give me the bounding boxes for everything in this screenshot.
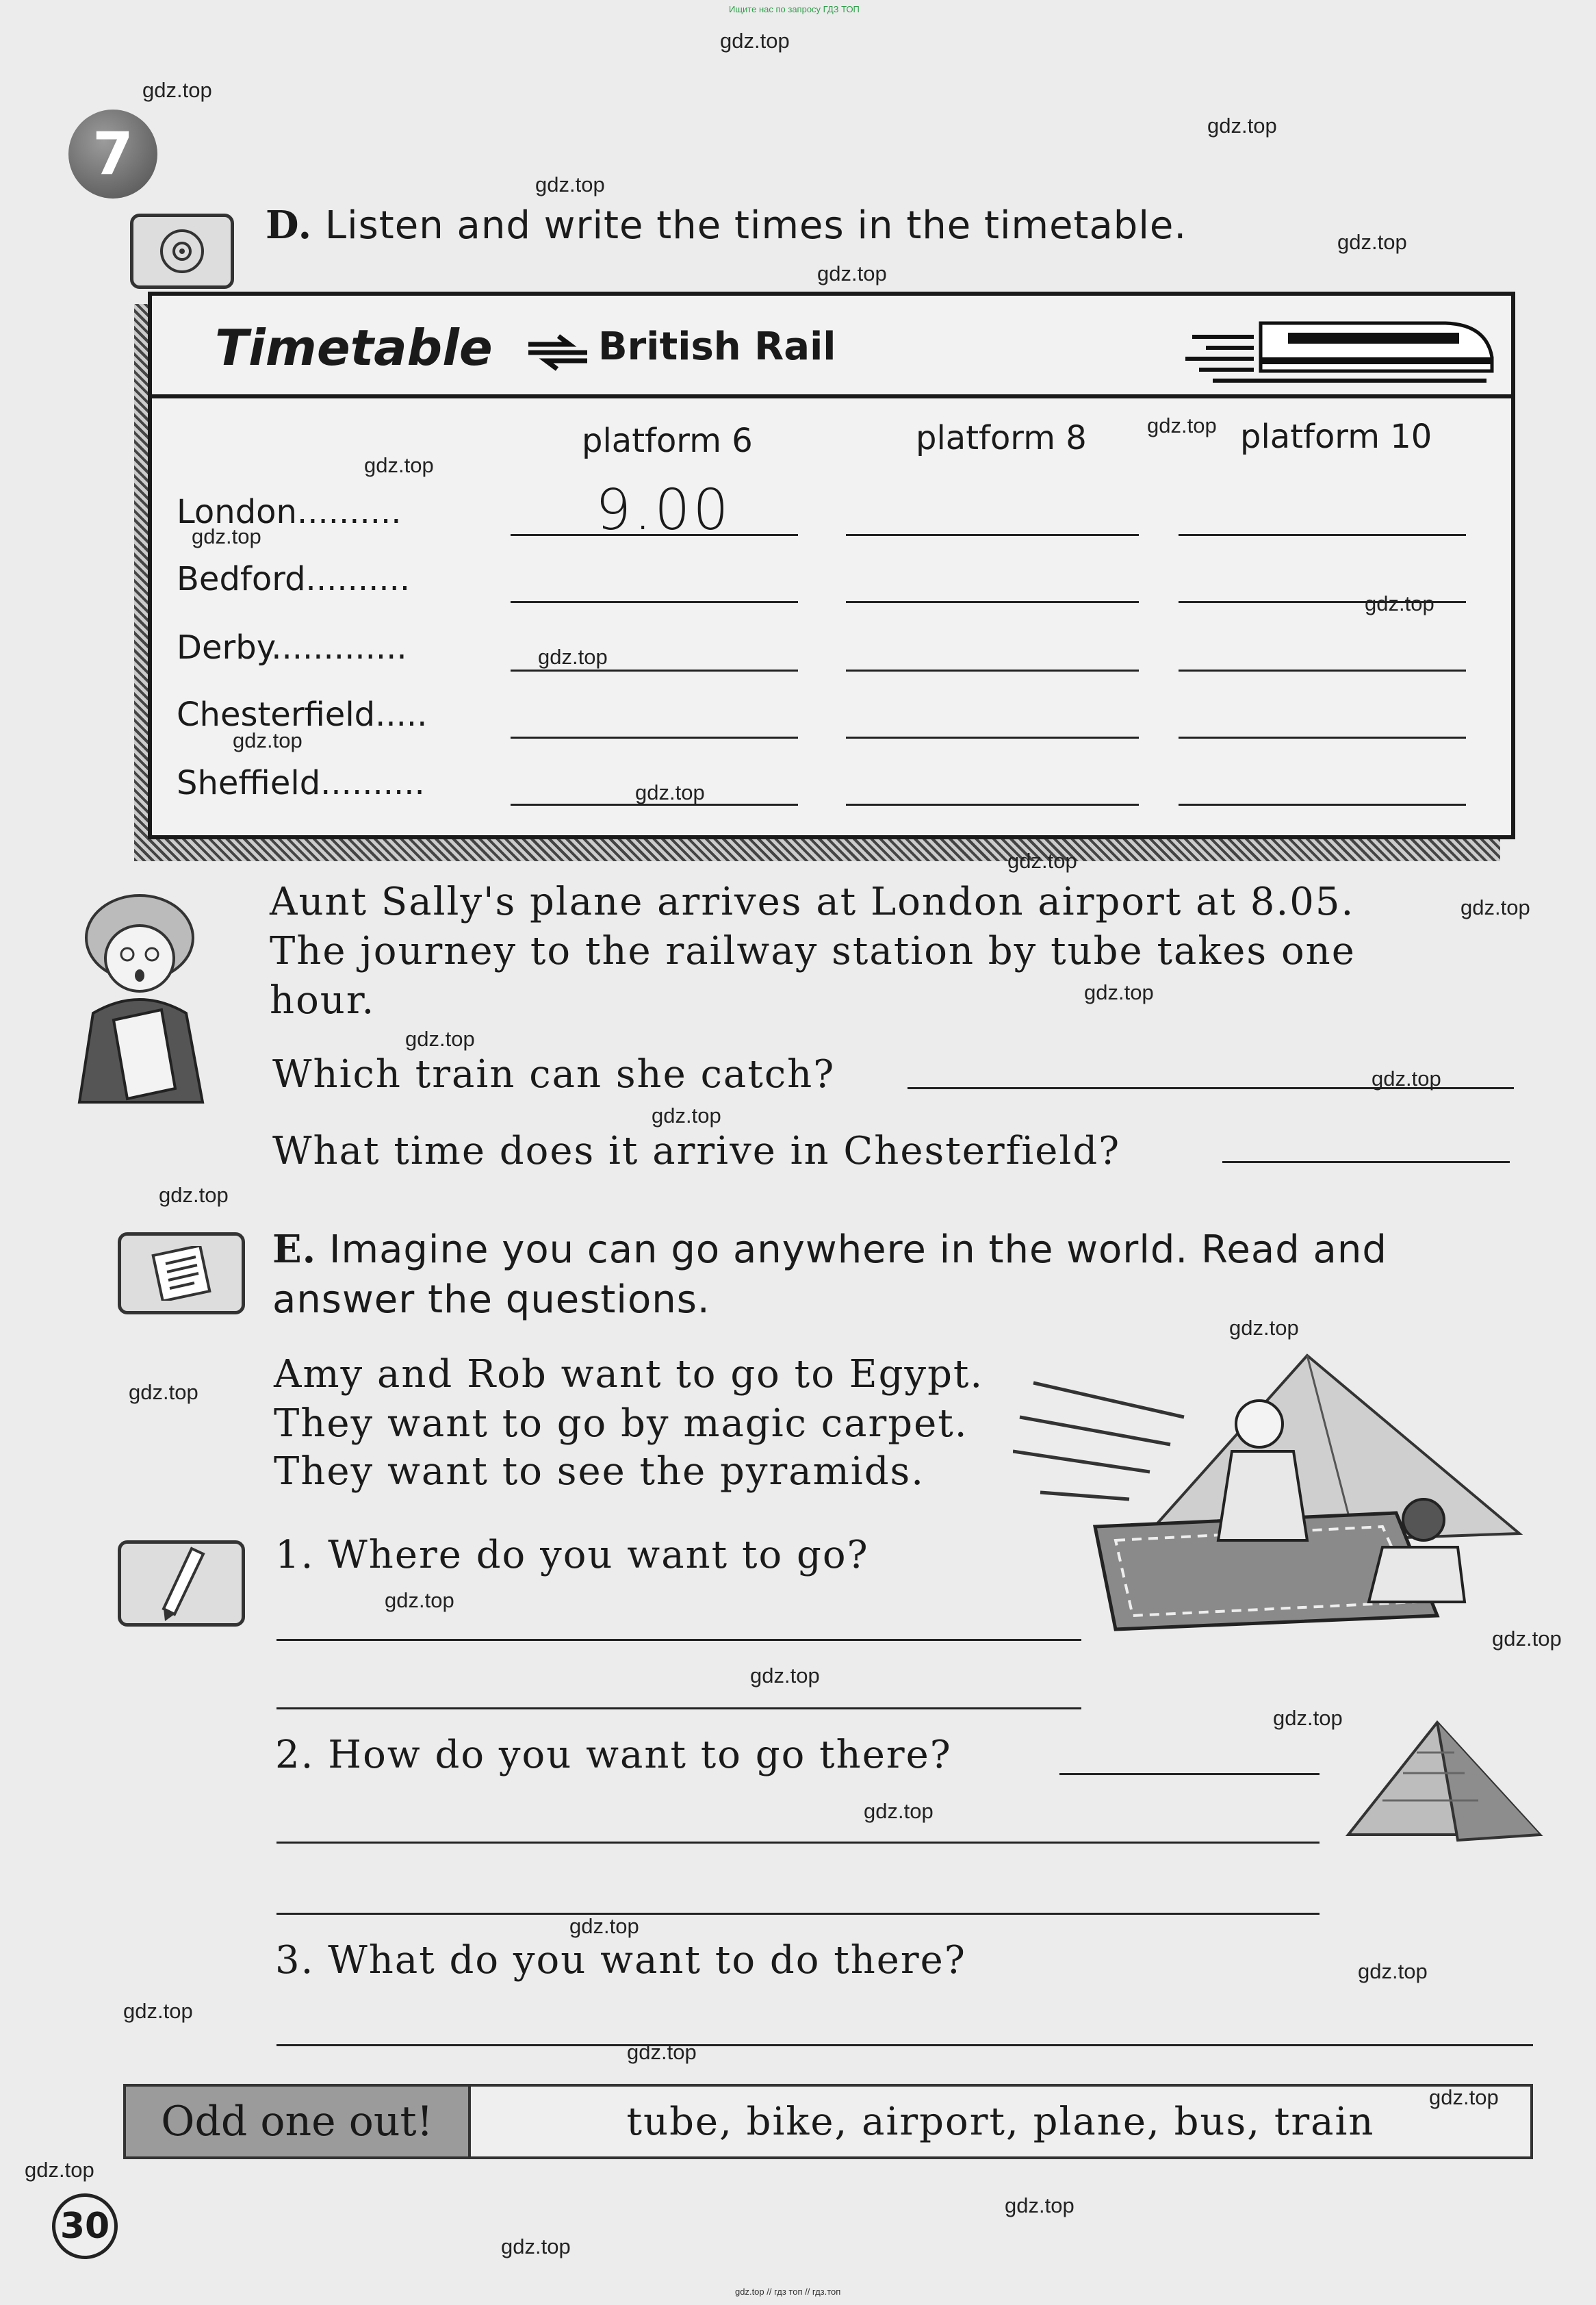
timetable-title: Timetable [215, 319, 493, 377]
watermark: gdz.top [627, 2040, 697, 2064]
watermark: gdz.top [1372, 1067, 1441, 1091]
handwritten-time: 9.00 [595, 478, 732, 543]
section-e-heading-2: answer the questions. [272, 1277, 710, 1322]
watermark: gdz.top [1007, 849, 1077, 873]
watermark: gdz.top [1005, 2193, 1074, 2217]
watermark: gdz.top [364, 453, 434, 477]
watermark: gdz.top [1492, 1627, 1562, 1651]
answer-line[interactable] [511, 737, 798, 739]
book-icon [118, 1232, 245, 1314]
watermark: gdz.top [864, 1799, 934, 1823]
answer-line[interactable] [511, 601, 798, 603]
answer-line[interactable] [1179, 534, 1466, 536]
answer-line-q1-b[interactable] [276, 1707, 1081, 1709]
example-line-2: They want to go by magic carpet. [274, 1401, 968, 1446]
answer-line[interactable] [846, 804, 1139, 806]
train-icon [1185, 309, 1500, 385]
watermark: gdz.top [535, 173, 605, 196]
station-sheffield: Sheffield.......... [177, 764, 425, 802]
platform-6-label: platform 6 [582, 422, 753, 460]
platform-10-label: platform 10 [1240, 418, 1432, 456]
watermark: gdz.top [142, 78, 212, 102]
watermark: gdz.top [233, 728, 303, 752]
bottom-note: gdz.top // гдз топ // гдз.топ [735, 2287, 841, 2297]
top-note: Ищите нас по запросу ГДЗ ТОП [729, 4, 860, 14]
pyramid-illustration [1341, 1718, 1547, 1855]
unit-badge: 7 [68, 110, 157, 199]
section-e-instruction: Imagine you can go anywhere in the world. Read and [329, 1227, 1387, 1272]
watermark: gdz.top [1207, 114, 1277, 138]
odd-one-out-label: Odd one out! [123, 2084, 471, 2159]
sally-line-3: hour. [270, 978, 376, 1023]
answer-line-q1-a[interactable] [276, 1639, 1081, 1641]
watermark: gdz.top [159, 1183, 229, 1207]
british-rail-logo-icon [527, 333, 589, 372]
watermark: gdz.top [1429, 2085, 1499, 2109]
watermark: gdz.top [1337, 230, 1407, 254]
aunt-sally-illustration [59, 883, 223, 1109]
watermark: gdz.top [405, 1027, 475, 1051]
watermark: gdz.top [129, 1380, 198, 1404]
answer-line[interactable] [846, 601, 1139, 603]
sally-question-2: What time does it arrive in Chesterfield? [272, 1129, 1121, 1173]
rail-name: British Rail [598, 324, 836, 369]
question-2: 2. How do you want to go there? [275, 1733, 952, 1777]
answer-line[interactable] [511, 670, 798, 672]
watermark: gdz.top [652, 1104, 721, 1128]
watermark: gdz.top [1273, 1706, 1343, 1730]
section-d-letter: D. [266, 203, 313, 248]
answer-line-q2-c[interactable] [276, 1913, 1320, 1915]
watermark: gdz.top [1365, 591, 1434, 615]
answer-line[interactable] [1179, 804, 1466, 806]
station-bedford: Bedford.......... [177, 560, 411, 598]
answer-line[interactable] [846, 534, 1139, 536]
watermark: gdz.top [1460, 895, 1530, 919]
question-1: 1. Where do you want to go? [275, 1533, 869, 1577]
cd-icon [130, 214, 234, 289]
watermark: gdz.top [1084, 980, 1154, 1004]
timetable-header [152, 296, 1511, 398]
station-chesterfield: Chesterfield..... [177, 696, 428, 734]
magic-carpet-illustration [1013, 1342, 1547, 1664]
watermark: gdz.top [385, 1588, 454, 1612]
answer-line[interactable] [1179, 670, 1466, 672]
watermark: gdz.top [1147, 413, 1217, 437]
question-3: 3. What do you want to do there? [275, 1938, 966, 1983]
write-icon-box [118, 1540, 245, 1627]
watermark: gdz.top [25, 2158, 94, 2182]
page-number: 30 [52, 2193, 118, 2259]
sally-line-1: Aunt Sally's plane arrives at London airport at 8.05. [270, 880, 1355, 924]
notepad-icon [144, 1246, 219, 1301]
watermark: gdz.top [817, 262, 887, 285]
answer-line[interactable] [846, 737, 1139, 739]
watermark: gdz.top [1229, 1316, 1299, 1340]
watermark: gdz.top [501, 2234, 571, 2258]
watermark: gdz.top [750, 1664, 820, 1688]
answer-line-q3[interactable] [276, 2044, 1533, 2046]
answer-line[interactable] [511, 534, 798, 536]
answer-line-q2-b[interactable] [276, 1842, 1320, 1844]
sally-question-1: Which train can she catch? [272, 1052, 836, 1097]
station-london: London.......... [177, 493, 402, 531]
section-d-heading [266, 203, 1187, 248]
example-line-1: Amy and Rob want to go to Egypt. [274, 1352, 984, 1397]
answer-line-q2-a[interactable] [1059, 1773, 1320, 1775]
station-derby: Derby............. [177, 628, 407, 667]
odd-one-out-words: tube, bike, airport, plane, bus, train [471, 2084, 1533, 2159]
watermark: gdz.top [1358, 1959, 1428, 1983]
timetable [148, 292, 1515, 839]
watermark: gdz.top [720, 29, 790, 53]
watermark: gdz.top [569, 1914, 639, 1938]
answer-line[interactable] [846, 670, 1139, 672]
section-e-letter: E. [272, 1227, 317, 1272]
disc-icon [155, 227, 209, 275]
watermark: gdz.top [192, 524, 261, 548]
watermark: gdz.top [635, 780, 705, 804]
answer-line[interactable] [1179, 737, 1466, 739]
pencil-icon [154, 1546, 209, 1621]
sally-answer-line-2[interactable] [1222, 1161, 1510, 1163]
watermark: gdz.top [538, 645, 608, 669]
watermark: gdz.top [123, 1999, 193, 2023]
section-e-heading-1 [272, 1227, 1387, 1272]
sally-line-2: The journey to the railway station by tube takes one [270, 929, 1356, 973]
example-line-3: They want to see the pyramids. [274, 1449, 925, 1494]
section-d-instruction: Listen and write the times in the timetable. [324, 203, 1187, 248]
platform-8-label: platform 8 [916, 419, 1087, 457]
